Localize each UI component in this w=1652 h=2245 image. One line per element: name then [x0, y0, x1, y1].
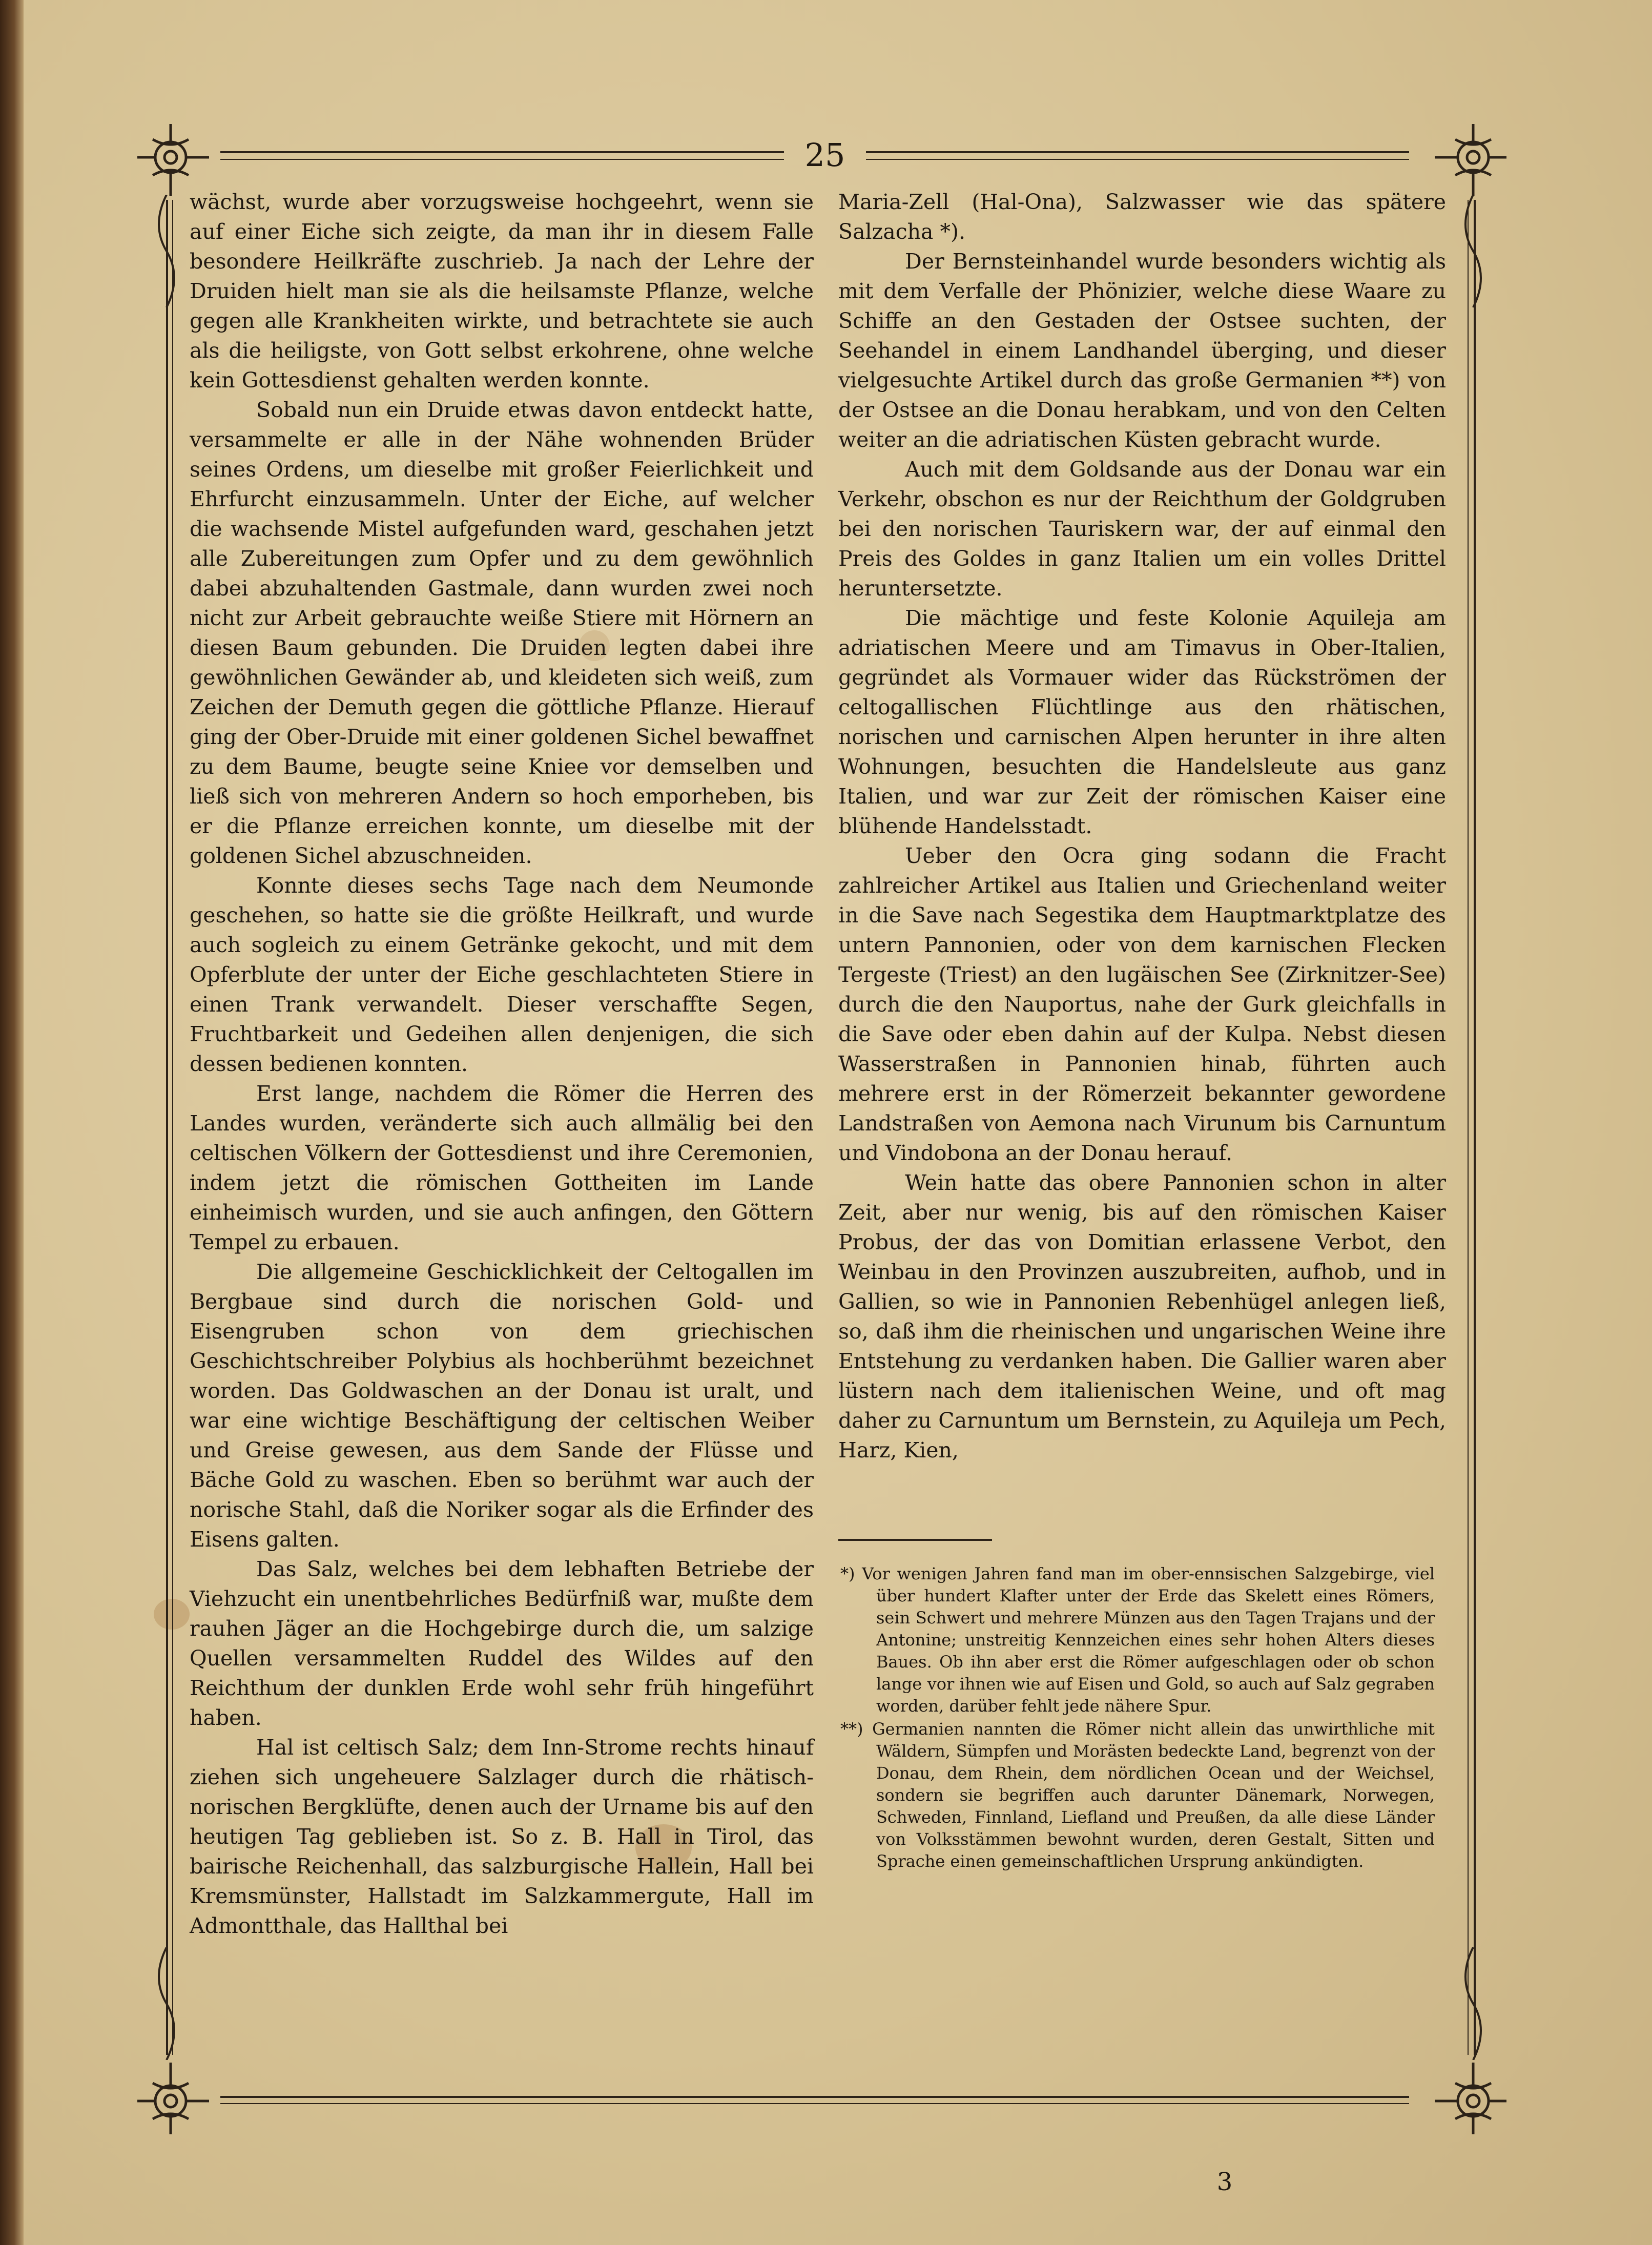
signature-mark: 3 [1216, 2168, 1233, 2196]
right-column [838, 187, 1446, 1530]
paragraph: Die allgemeine Geschicklichkeit der Celtogallen im Bergbaue sind durch die norischen Gold- und Eisengruben schon von dem griechischen Geschichtschreiber Polybius als hochberühmt bezeichnet worden. Das Goldwaschen an der Donau ist uralt, und war eine wichtige Beschäftigung der celtischen Weiber und Greise gewesen, aus dem Sande der Flüsse und Bäche Gold zu waschen. Eben so berühmt war auch der norische Stahl, daß die Noriker sogar als die Erfinder des Eisens galten. [190, 1260, 814, 1552]
corner-ornament-top-right [1435, 119, 1512, 196]
side-flourish-left-bottom [149, 1947, 184, 2060]
left-column [190, 187, 814, 2068]
paragraph: Der Bernsteinhandel wurde besonders wichtig als mit dem Verfalle der Phönizier, welche diese Waare zu Schiffe an den Gestaden der Ostsee suchten, der Seehandel in einem Landhandel überging, und dieser vielgesuchte Artikel durch das große Germanien **) von der Ostsee an die Donau herabkam, und von den Celten weiter an die adriatischen Küsten gebracht wurde. [838, 249, 1446, 452]
corner-ornament-top-left [132, 119, 209, 196]
side-flourish-right-top [1455, 195, 1491, 307]
page-number: 25 [804, 136, 845, 174]
paper-stain [154, 1599, 190, 1630]
side-flourish-right-bottom [1455, 1947, 1491, 2060]
paragraph: Hal ist celtisch Salz; dem Inn-Strome rechts hinauf ziehen sich ungeheuere Salzlager durch die rhätisch-norischen Bergklüfte, denen auch der Urname bis auf den heutigen Tag geblieben ist. So z. B. Hall in Tirol, das bairische Reichenhall, das salzburgische Hallein, Hall bei Kremsmünster, Hallstadt im Salzkammergute, Hall im Admontthale, das Hallthal bei [190, 1735, 814, 1938]
book-spine [0, 0, 24, 2245]
paragraph: Erst lange, nachdem die Römer die Herren des Landes wurden, veränderte sich auch allmälig bei den celtischen Völkern der Gottesdienst und ihre Ceremonien, indem jetzt die römischen Gottheiten im Lande einheimisch wurden, und sie auch anfingen, den Göttern Tempel zu erbauen. [190, 1081, 814, 1254]
paragraph: Konnte dieses sechs Tage nach dem Neumonde geschehen, so hatte sie die größte Heilkraft, und wurde auch sogleich zu einem Getränke gekocht, und mit dem Opferblute der unter der Eiche geschlachteten Stiere in einen Trank verwandelt. Dieser verschaffte Segen, Fruchtbarkeit und Gedeihen allen denjenigen, die sich dessen bedienen konnten. [190, 873, 814, 1076]
paragraph: Sobald nun ein Druide etwas davon entdeckt hatte, versammelte er alle in der Nähe wohnenden Brüder seines Ordens, um dieselbe mit großer Feierlichkeit und Ehrfurcht einzusammeln. Unter der Eiche, auf welcher die wachsende Mistel aufgefunden ward, geschahen jetzt alle Zubereitungen zum Opfer und zu dem gewöhnlich dabei abzuhaltenden Gastmale, dann wurden zwei noch nicht zur Arbeit gebrauchte weiße Stiere mit Hörnern an diesen Baum gebunden. Die Druiden legten dabei ihre gewöhnlichen Gewänder ab, und kleideten sich weiß, zum Zeichen der Demuth gegen die göttliche Pflanze. Hierauf ging der Ober-Druide mit einer goldenen Sichel bewaffnet zu dem Baume, beugte seine Kniee vor demselben und ließ sich von mehreren Andern so hoch emporheben, bis er die Pflanze erreichen konnte, um dieselbe mit der goldenen Sichel abzuschneiden. [190, 398, 814, 868]
paragraph: Das Salz, welches bei dem lebhaften Betriebe der Viehzucht ein unentbehrliches Bedürfniß war, mußte dem rauhen Jäger an die Hochgebirge durch die, um salzige Quellen versammelten Ruddel des Wildes auf den Reichthum der dunklen Erde wohl sehr früh hingeführt haben. [190, 1557, 814, 1730]
footnotes [840, 1563, 1435, 1873]
side-flourish-left-top [149, 195, 184, 307]
paragraph: wächst, wurde aber vorzugsweise hochgeehrt, wenn sie auf einer Eiche sich zeigte, da man ihr in diesem Falle besondere Heilkräfte zuschrieb. Ja nach der Lehre der Druiden hielt man sie als die heilsamste Pflanze, welche gegen alle Krankheiten wirkte, und betrachtete sie auch als die heiligste, von Gott selbst erkohrene, ohne welche kein Gottesdienst gehalten werden konnte. [190, 190, 814, 393]
paragraph: Auch mit dem Goldsande aus der Donau war ein Verkehr, obschon es nur der Reichthum der Goldgruben bei den norischen Tauriskern war, der auf einmal den Preis des Goldes in ganz Italien um ein volles Drittel heruntersetzte. [838, 457, 1446, 601]
paragraph: Ueber den Ocra ging sodann die Fracht zahlreicher Artikel aus Italien und Griechenland weiter in die Save nach Segestika dem Hauptmarktplatze des untern Pannonien, oder von dem karnischen Flecken Tergeste (Triest) an den lugäischen See (Zirknitzer-See) durch die den Nauportus, nahe der Gurk gleichfalls in die Save oder eben dahin auf der Kulpa. Nebst diesen Wasserstraßen in Pannonien hinab, führten auch mehrere erst in der Römerzeit bekannter gewordene Landstraßen von Aemona nach Virunum bis Carnuntum und Vindobona an der Donau herauf. [838, 843, 1446, 1165]
corner-ornament-bottom-left [132, 2063, 209, 2139]
paragraph: Maria-Zell (Hal-Ona), Salzwasser wie das spätere Salzacha *). [838, 190, 1446, 244]
footnote: **) Germanien nannten die Römer nicht allein das unwirthliche mit Wäldern, Sümpfen und Morästen bedeckte Land, begrenzt von der Donau, dem Rhein, dem nördlichen Ocean und der Weichsel, sondern sie begriffen auch darunter Dänemark, Norwegen, Schweden, Finnland, Liefland und Preußen, da alle diese Länder von Volksstämmen bewohnt wurden, deren Gestalt, Sitten und Sprache einen gemeinschaftlichen Ursprung ankündigten. [840, 1719, 1435, 1871]
footnote-divider [838, 1539, 992, 1541]
corner-ornament-bottom-right [1435, 2063, 1512, 2139]
paragraph: Wein hatte das obere Pannonien schon in alter Zeit, aber nur wenig, bis auf den römischen Kaiser Probus, der das von Domitian erlassene Verbot, den Weinbau in den Provinzen auszubreiten, aufhob, und in Gallien, so wie in Pannonien Rebenhügel anlegen ließ, so, daß ihm die rheinischen und ungarischen Weine ihre Entstehung zu verdanken haben. Die Gallier waren aber lüstern nach dem italienischen Weine, und oft mag daher zu Carnuntum um Bernstein, zu Aquileja um Pech, Harz, Kien, [838, 1170, 1446, 1463]
paragraph: Die mächtige und feste Kolonie Aquileja am adriatischen Meere und am Timavus in Ober-Italien, gegründet als Vormauer wider das Rückströmen der celtogallischen Flüchtlinge aus den rhätischen, norischen und carnischen Alpen herunter in ihre alten Wohnungen, besuchten die Handelsleute aus ganz Italien, und war zur Zeit der römischen Kaiser eine blühende Handelsstadt. [838, 606, 1446, 838]
footnote: *) Vor wenigen Jahren fand man im ober-ennsischen Salzgebirge, viel über hundert Klafter unter der Erde das Skelett eines Römers, sein Schwert und mehrere Münzen aus den Tagen Trajans und der Antonine; unstreitig Kennzeichen eines sehr hohen Alters dieses Baues. Ob ihn aber erst die Römer aufgeschlagen oder ob schon lange vor ihnen wie auf Eisen und Gold, so auch auf Salz gegraben worden, darüber fehlt jede nähere Spur. [840, 1564, 1435, 1716]
